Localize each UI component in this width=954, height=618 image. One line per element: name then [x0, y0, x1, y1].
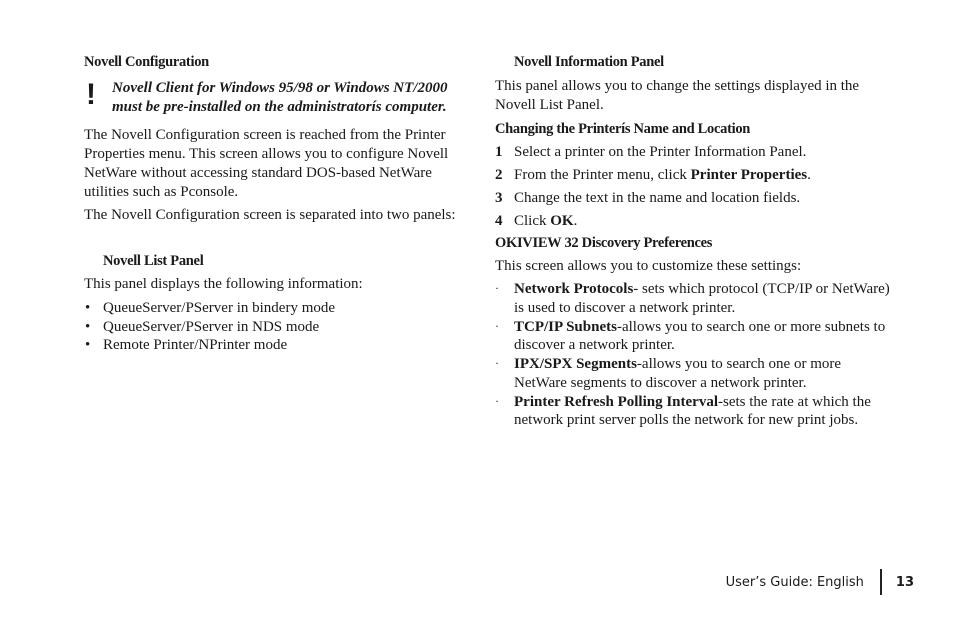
- subheading-novell-list-panel: Novell List Panel: [103, 253, 204, 269]
- paragraph-discovery: This screen allows you to customize these settings:: [495, 258, 802, 274]
- list-item: • QueueServer/PServer in bindery mode: [85, 300, 336, 316]
- section-heading-novell-configuration: Novell Configuration: [84, 54, 209, 70]
- bullet-icon: •: [85, 300, 91, 316]
- warning-line-2: must be pre-installed on the administratorís computer.: [112, 99, 447, 115]
- step-number: 1: [495, 144, 503, 160]
- step-item: 1 Select a printer on the Printer Information Panel.: [495, 144, 807, 160]
- warning-note: [84, 79, 476, 117]
- step-number: 4: [495, 213, 503, 229]
- steps-list: [495, 143, 895, 231]
- exclamation-icon: !: [86, 78, 96, 111]
- settings-list: [495, 280, 895, 430]
- bullet-icon: ·: [495, 356, 499, 370]
- step-item: 3 Change the text in the name and location fields.: [495, 190, 801, 206]
- bullet-icon: •: [85, 318, 91, 335]
- list-item: · IPX/SPX Segments-allows you to search one or more NetWare segments to discover a network printer.: [495, 356, 842, 391]
- paragraph-panels: The Novell Configuration screen is separated into two panels:: [84, 207, 456, 223]
- heading-okiview-discovery: OKIVIEW 32 Discovery Preferences: [495, 235, 713, 251]
- right-column: [495, 54, 895, 430]
- info-bullet-list: [84, 299, 476, 355]
- page-footer: [726, 569, 914, 595]
- footer-label: User’s Guide: English: [725, 574, 864, 590]
- list-item: · Network Protocols- sets which protocol (TCP/IP or NetWare) is used to discover a network printer.: [495, 281, 890, 316]
- list-item: · TCP/IP Subnets-allows you to search one or more subnets to discover a network printer.: [495, 318, 886, 353]
- bullet-icon: ·: [495, 318, 499, 333]
- footer-divider: [880, 569, 882, 595]
- page-number: 13: [895, 574, 914, 590]
- paragraph-intro: The Novell Configuration screen is reached from the Printer Properties menu. This screen allows you to configure Novell NetWare without accessing standard DOS-based NetWare utilities such as Pconsole.: [84, 127, 449, 200]
- paragraph-information-panel: This panel allows you to change the settings displayed in the Novell List Panel.: [495, 78, 860, 113]
- left-column: [84, 54, 476, 355]
- list-item: • Remote Printer/NPrinter mode: [85, 337, 288, 353]
- subheading-novell-information-panel: Novell Information Panel: [514, 54, 664, 70]
- list-item: · Printer Refresh Polling Interval-sets the rate at which the network print server polls the network for new print jobs.: [495, 393, 871, 428]
- warning-line-1: Novell Client for Windows 95/98 or Windows NT/2000: [112, 80, 448, 96]
- heading-changing-printer-name: Changing the Printerís Name and Location: [495, 121, 751, 137]
- bullet-icon: ·: [495, 393, 499, 408]
- bullet-icon: ·: [495, 281, 499, 295]
- step-number: 3: [495, 190, 503, 206]
- paragraph-list-panel: This panel displays the following information:: [84, 276, 363, 292]
- step-item: 2 From the Printer menu, click Printer Properties.: [495, 167, 811, 183]
- step-number: 2: [495, 167, 503, 183]
- list-item: • QueueServer/PServer in NDS mode: [85, 318, 320, 335]
- step-item: 4 Click OK.: [495, 213, 578, 229]
- bullet-icon: •: [85, 337, 91, 353]
